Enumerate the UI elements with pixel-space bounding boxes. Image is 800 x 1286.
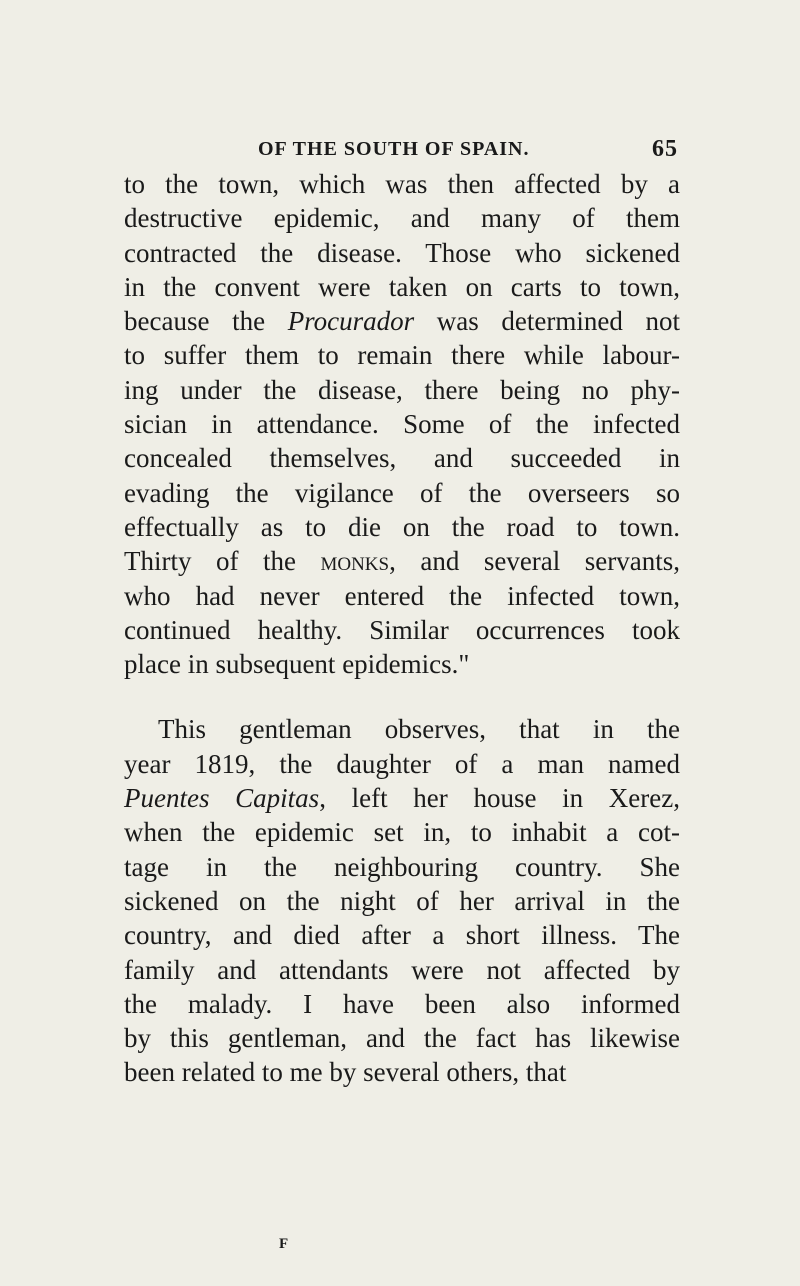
text-line: sickened on the night of her arrival in the: [124, 885, 680, 916]
paragraph-gap: [124, 681, 680, 712]
text-line: [124, 544, 680, 578]
paragraph-1: [124, 167, 680, 681]
text-line: been related to me by several others, that: [124, 1057, 567, 1088]
line-segment: Thirty of the: [124, 546, 321, 577]
text-line: sician in attendance. Some of the infected: [124, 409, 680, 440]
running-title: OF THE SOUTH OF SPAIN.: [258, 138, 530, 160]
text-line: effectually as to die on the road to town.: [124, 511, 680, 542]
text-line: family and attendants were not affected by: [124, 954, 680, 985]
text-line: evading the vigilance of the overseers so: [124, 477, 680, 508]
text-line: year 1819, the daughter of a man named: [124, 748, 680, 779]
line-segment: because the: [124, 306, 288, 337]
text-line: contracted the disease. Those who sickened: [124, 237, 680, 268]
smallcaps-text: monks: [320, 546, 390, 577]
body-text: [124, 167, 680, 1090]
text-line: continued healthy. Similar occurrences took: [124, 614, 680, 645]
text-line: who had never entered the infected town,: [124, 580, 680, 611]
running-head: [258, 138, 678, 168]
italic-text: Procurador: [287, 306, 415, 337]
text-line: tage in the neighbouring country. She: [124, 851, 680, 882]
text-line: place in subsequent epidemics.": [124, 649, 470, 680]
text-line: in the convent were taken on carts to town,: [124, 271, 680, 302]
text-line: when the epidemic set in, to inhabit a cot-: [124, 817, 680, 848]
line-segment: , and several servants,: [389, 546, 680, 577]
italic-text: Puentes Capitas: [124, 783, 320, 814]
text-line: by this gentleman, and the fact has likewise: [124, 1023, 680, 1054]
paragraph-2: [124, 712, 680, 1089]
line-segment: was determined not: [414, 306, 680, 337]
text-line: ing under the disease, there being no phy-: [124, 374, 680, 405]
line-segment: , left her house in Xerez,: [319, 783, 680, 814]
signature-mark: F: [279, 1236, 289, 1252]
text-line: concealed themselves, and succeeded in: [124, 443, 680, 474]
text-line: This gentleman observes, that in the: [158, 714, 680, 745]
text-line: [124, 304, 680, 338]
text-line: country, and died after a short illness. The: [124, 920, 680, 951]
text-line: to suffer them to remain there while labour-: [124, 340, 680, 371]
text-line: the malady. I have been also informed: [124, 988, 680, 1019]
page-number: 65: [652, 136, 678, 162]
text-line: [124, 781, 680, 815]
text-line: destructive epidemic, and many of them: [124, 203, 680, 234]
text-line: to the town, which was then affected by a: [124, 169, 680, 199]
